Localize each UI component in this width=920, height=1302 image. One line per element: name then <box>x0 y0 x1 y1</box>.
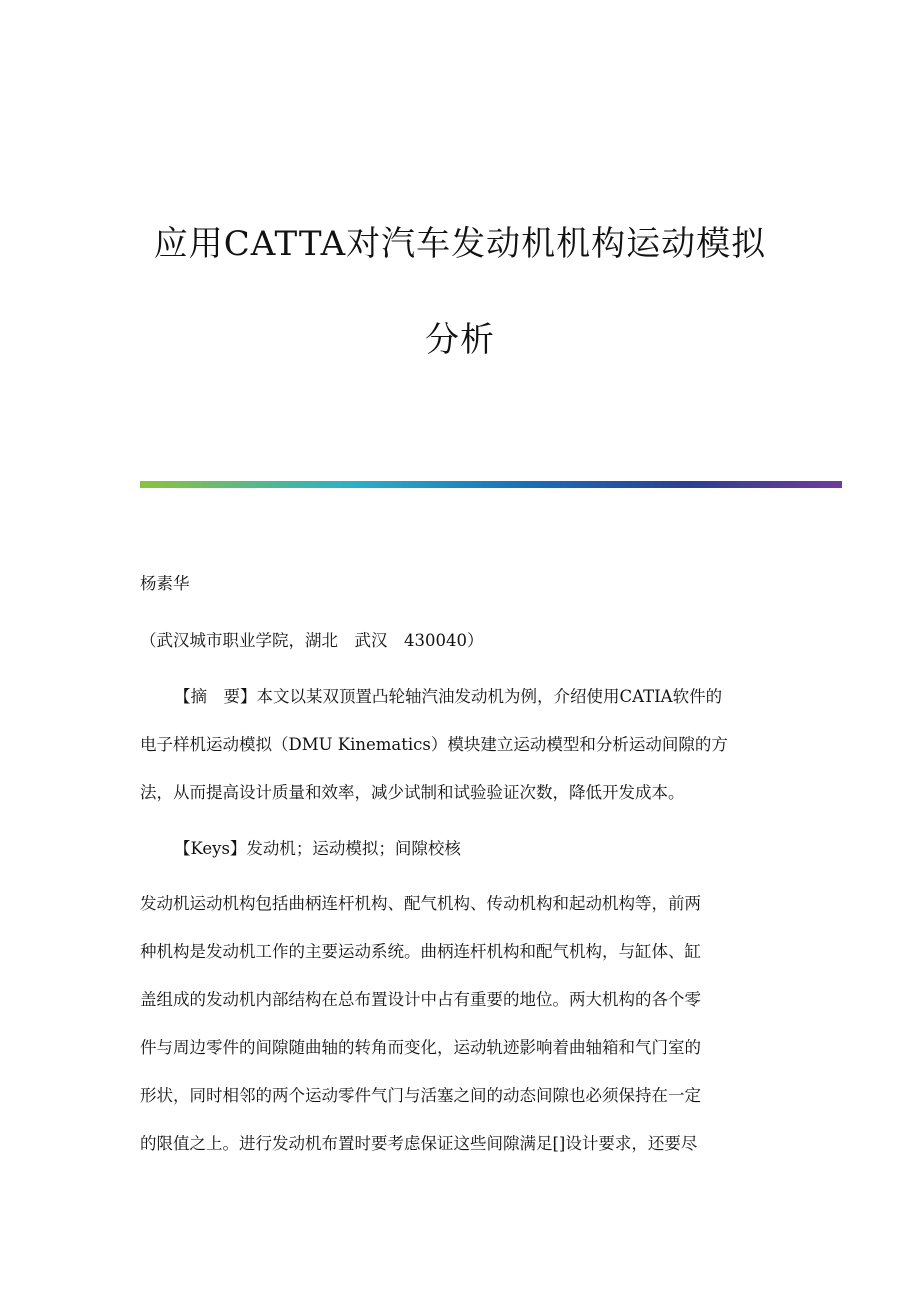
body-line: 发动机运动机构包括曲柄连杆机构、配气机构、传动机构和起动机构等，前两 <box>140 894 701 913</box>
body-line: 件与周边零件的间隙随曲轴的转角而变化，运动轨迹影响着曲轴箱和气门室的 <box>140 1038 701 1057</box>
title-line-2: 分析 <box>425 320 495 360</box>
abstract-line: 电子样机运动模拟（DMU Kinematics）模块建立运动模型和分析运动间隙的方 <box>140 735 728 754</box>
body-line: 盖组成的发动机内部结构在总布置设计中占有重要的地位。两大机构的各个零 <box>140 990 701 1009</box>
gradient-rule <box>140 481 842 488</box>
body-line: 的限值之上。进行发动机布置时要考虑保证这些间隙满足[]设计要求，还要尽 <box>140 1134 698 1153</box>
body-line: 种机构是发动机工作的主要运动系统。曲柄连杆机构和配气机构，与缸体、缸 <box>140 942 701 961</box>
author: 杨素华 <box>140 574 190 593</box>
abstract-line: 【摘 要】本文以某双顶置凸轮轴汽油发动机为例，介绍使用CATIA软件的 <box>174 687 723 706</box>
body-line: 形状，同时相邻的两个运动零件气门与活塞之间的动态间隙也必须保持在一定 <box>140 1086 701 1105</box>
title-line-1: 应用CATTA对汽车发动机机构运动模拟 <box>153 224 767 264</box>
abstract-line: 法，从而提高设计质量和效率，减少试制和试验验证次数，降低开发成本。 <box>140 783 685 802</box>
keywords: 【Keys】发动机；运动模拟；间隙校核 <box>174 839 461 858</box>
affiliation: （武汉城市职业学院，湖北 武汉 430040） <box>140 631 484 650</box>
